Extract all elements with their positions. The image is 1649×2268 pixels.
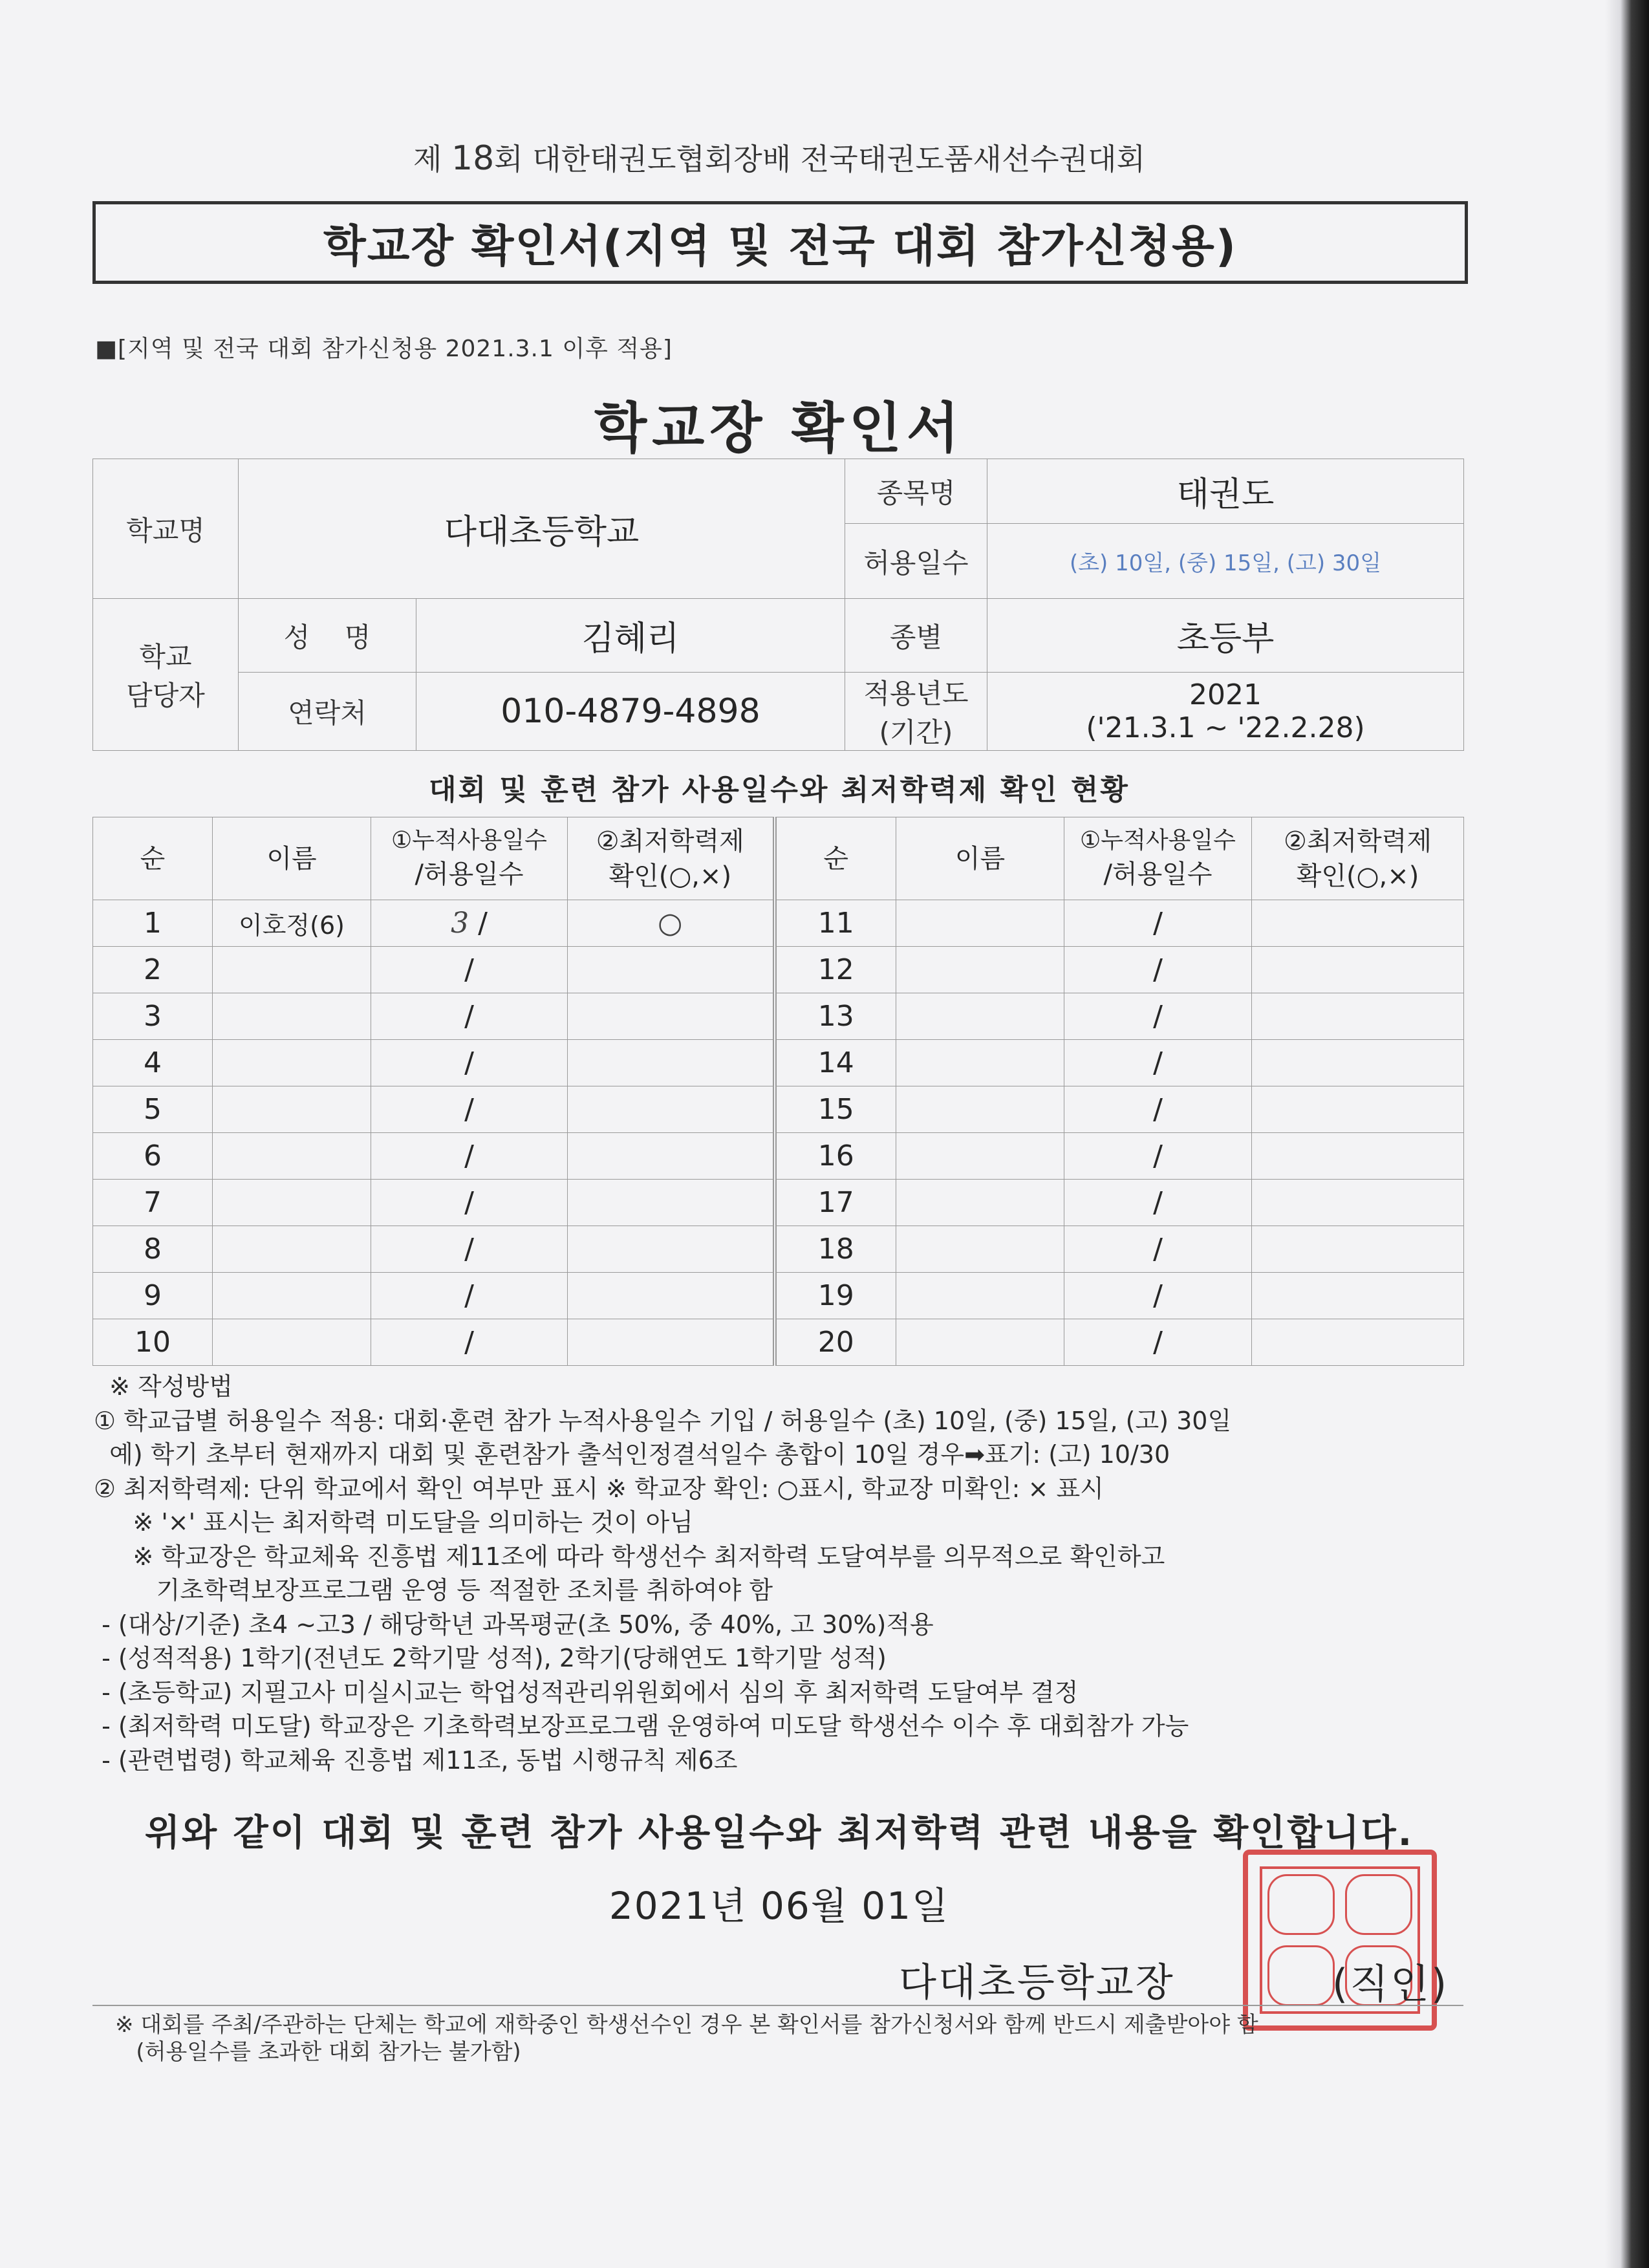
table-row — [93, 1133, 1464, 1180]
confirmation-statement: 위와 같이 대회 및 훈련 참가 사용일수와 최저학력 관련 내용을 확인합니다. — [144, 1812, 1414, 1854]
year-label-2: (기간) — [879, 717, 953, 748]
year-label — [845, 673, 987, 751]
row-number: 8 — [93, 1226, 213, 1273]
instruction-line: ① 학교급별 허용일수 적용: 대회·훈련 참가 누적사용일수 기입 / 허용일수 (초) 10일, (중) 15일, (고) 30일 — [94, 1406, 1232, 1435]
school-label: 학교명 — [93, 459, 239, 599]
row-number: 2 — [93, 947, 213, 993]
days-slash: / — [1064, 1226, 1252, 1273]
header-check-1: ②최저학력제 — [596, 826, 744, 856]
header-check-2: 확인(○,×) — [609, 861, 732, 891]
header-days-right — [1064, 817, 1252, 900]
check-mark: ○ — [568, 900, 775, 947]
row-number: 5 — [93, 1086, 213, 1133]
student-name — [213, 993, 371, 1040]
student-name — [896, 1040, 1064, 1086]
header-name-right: 이름 — [896, 817, 1064, 900]
name-value: 김혜리 — [416, 599, 845, 673]
table-row — [93, 1319, 1464, 1366]
school-value: 다대초등학교 — [239, 459, 845, 599]
student-name — [213, 1319, 371, 1366]
form-note: ■[지역 및 전국 대회 참가신청용 2021.3.1 이후 적용] — [95, 336, 673, 362]
row-number: 16 — [775, 1133, 896, 1180]
instruction-line: - (관련법령) 학교체육 진흥법 제11조, 동법 시행규칙 제6조 — [94, 1745, 738, 1775]
student-name — [213, 1086, 371, 1133]
header-check-right — [1252, 817, 1464, 900]
check-mark — [1252, 1226, 1464, 1273]
phone-label: 연락처 — [239, 673, 416, 751]
instruction-line: 예) 학기 초부터 현재까지 대회 및 훈련참가 출석인정결석일수 총합이 10일 경우➡표기: (고) 10/30 — [94, 1440, 1170, 1469]
event-value: 태권도 — [987, 459, 1464, 524]
event-title — [0, 136, 1558, 178]
table-row — [93, 1273, 1464, 1319]
header-order-right: 순 — [775, 817, 896, 900]
row-number: 3 — [93, 993, 213, 1040]
days-slash: / — [371, 993, 568, 1040]
table-row — [93, 1086, 1464, 1133]
days-slash: / — [371, 1086, 568, 1133]
days-slash: / — [371, 947, 568, 993]
contact-person-label-1: 학교 — [139, 641, 192, 673]
instruction-line: ② 최저학력제: 단위 학교에서 확인 여부만 표시 ※ 학교장 확인: ○표시, 학교장 미확인: × 표시 — [94, 1474, 1104, 1503]
student-name — [896, 900, 1064, 947]
event-label: 종목명 — [845, 459, 987, 524]
event-title-prefix: 제 — [413, 142, 442, 177]
check-mark — [1252, 1180, 1464, 1226]
row-number: 12 — [775, 947, 896, 993]
row-number: 14 — [775, 1040, 896, 1086]
seal-label: (직인) — [1332, 1960, 1449, 2007]
days-slash: / — [1064, 1133, 1252, 1180]
category-value: 초등부 — [987, 599, 1464, 673]
instructions — [94, 1370, 1478, 1777]
table-row — [93, 947, 1464, 993]
seal-glyph — [1345, 1874, 1412, 1935]
header-days-right-2: /허용일수 — [1103, 859, 1212, 889]
days-slash: / — [1064, 900, 1252, 947]
days-slash: / — [1064, 1273, 1252, 1319]
footer-divider — [92, 2005, 1463, 2006]
allowed-label: 허용일수 — [845, 524, 987, 599]
year-value-1: 2021 — [1189, 678, 1262, 711]
check-mark — [1252, 1273, 1464, 1319]
student-name — [213, 947, 371, 993]
days-slash: / — [371, 1040, 568, 1086]
student-name — [213, 1040, 371, 1086]
student-name — [213, 1273, 371, 1319]
check-mark — [1252, 1133, 1464, 1180]
header-days-right-1: ①누적사용일수 — [1080, 827, 1236, 854]
days-slash: / — [1064, 1180, 1252, 1226]
status-header-row — [93, 817, 1464, 900]
phone-value: 010-4879-4898 — [416, 673, 845, 751]
student-name — [896, 1086, 1064, 1133]
year-value-2: ('21.3.1 ~ '22.2.28) — [1086, 711, 1365, 744]
issue-date: 2021년 06월 01일 — [609, 1884, 950, 1928]
student-name — [896, 1226, 1064, 1273]
box-title-text: 학교장 확인서(지역 및 전국 대회 참가신청용) — [323, 221, 1237, 272]
instruction-line: - (성적적용) 1학기(전년도 2학기말 성적), 2학기(당해연도 1학기말 성적) — [94, 1644, 887, 1672]
instruction-line: - (대상/기준) 초4 ~고3 / 해당학년 과목평균(초 50%, 중 40%, 고 30%)적용 — [94, 1610, 934, 1639]
days-slash: / — [1064, 1040, 1252, 1086]
table-row — [93, 993, 1464, 1040]
info-table — [92, 459, 1464, 751]
check-mark — [568, 947, 775, 993]
instruction-line: - (초등학교) 지필고사 미실시교는 학업성적관리위원회에서 심의 후 최저학력 도달여부 결정 — [94, 1678, 1079, 1707]
days-slash: / — [1064, 1086, 1252, 1133]
instruction-line: ※ '×' 표시는 최저학력 미도달을 의미하는 것이 아님 — [94, 1508, 693, 1537]
row-number: 6 — [93, 1133, 213, 1180]
student-name — [896, 947, 1064, 993]
row-number: 19 — [775, 1273, 896, 1319]
days-cell — [371, 900, 568, 947]
year-label-1: 적용년도 — [863, 678, 969, 709]
header-days — [371, 817, 568, 900]
status-title: 대회 및 훈련 참가 사용일수와 최저학력제 확인 현황 — [429, 773, 1130, 806]
check-mark — [1252, 947, 1464, 993]
row-number: 9 — [93, 1273, 213, 1319]
row-number: 15 — [775, 1086, 896, 1133]
table-row — [93, 900, 1464, 947]
used-days: 3 — [451, 907, 469, 940]
student-name — [896, 993, 1064, 1040]
row-number: 20 — [775, 1319, 896, 1366]
row-number: 1 — [93, 900, 213, 947]
row-number: 10 — [93, 1319, 213, 1366]
days-slash: / — [1064, 993, 1252, 1040]
days-slash: / — [371, 1133, 568, 1180]
student-name — [896, 1133, 1064, 1180]
check-mark — [1252, 1040, 1464, 1086]
footer-line: (허용일수를 초과한 대회 참가는 불가함) — [115, 2039, 521, 2065]
check-mark — [568, 1133, 775, 1180]
header-check-right-1: ②최저학력제 — [1283, 826, 1432, 856]
row-number: 7 — [93, 1180, 213, 1226]
days-slash: / — [1064, 1319, 1252, 1366]
row-number: 17 — [775, 1180, 896, 1226]
row-number: 11 — [775, 900, 896, 947]
instruction-line: 기초학력보장프로그램 운영 등 적절한 조치를 취하여야 함 — [94, 1576, 773, 1604]
event-title-number: 18 — [451, 139, 495, 178]
table-row — [93, 1040, 1464, 1086]
days-slash: / — [371, 1273, 568, 1319]
seal-glyph — [1267, 1945, 1335, 2006]
header-days-1: ①누적사용일수 — [391, 827, 547, 854]
check-mark — [568, 993, 775, 1040]
principal-name: 다대초등학교장 — [899, 1960, 1175, 2005]
check-mark — [568, 1273, 775, 1319]
header-check-right-2: 확인(○,×) — [1296, 861, 1419, 891]
instruction-line: - (최저학력 미도달) 학교장은 기초학력보장프로그램 운영하여 미도달 학생선수 이수 후 대회참가 가능 — [94, 1712, 1189, 1740]
check-mark — [1252, 900, 1464, 947]
days-slash: / — [371, 1319, 568, 1366]
student-name — [213, 1133, 371, 1180]
allowed-value: (초) 10일, (중) 15일, (고) 30일 — [987, 524, 1464, 599]
student-name — [213, 1180, 371, 1226]
days-slash: / — [371, 1226, 568, 1273]
year-value — [987, 673, 1464, 751]
table-row — [93, 1226, 1464, 1273]
student-name: 이호정(6) — [213, 900, 371, 947]
seal-glyph — [1267, 1874, 1335, 1935]
category-label: 종별 — [845, 599, 987, 673]
form-title: 학교장 확인서 — [594, 396, 965, 460]
box-title — [92, 201, 1468, 284]
table-row — [93, 1180, 1464, 1226]
days-slash: / — [371, 1180, 568, 1226]
check-mark — [568, 1180, 775, 1226]
scanner-edge — [1605, 0, 1649, 2268]
check-mark — [568, 1040, 775, 1086]
row-number: 18 — [775, 1226, 896, 1273]
check-mark — [1252, 993, 1464, 1040]
student-name — [213, 1226, 371, 1273]
contact-person-label — [93, 599, 239, 751]
check-mark — [568, 1226, 775, 1273]
header-order: 순 — [93, 817, 213, 900]
row-number: 4 — [93, 1040, 213, 1086]
check-mark — [1252, 1319, 1464, 1366]
check-mark — [568, 1319, 775, 1366]
event-title-rest: 회 대한태권도협회장배 전국태권도품새선수권대회 — [494, 142, 1146, 177]
footer-note — [115, 2011, 1258, 2066]
student-name — [896, 1180, 1064, 1226]
student-name — [896, 1319, 1064, 1366]
student-name — [896, 1273, 1064, 1319]
header-days-2: /허용일수 — [415, 859, 524, 889]
footer-line: ※ 대회를 주최/주관하는 단체는 학교에 재학중인 학생선수인 경우 본 확인서를 참가신청서와 함께 반드시 제출받아야 함 — [115, 2012, 1258, 2038]
contact-person-label-2: 담당자 — [126, 680, 205, 711]
row-number: 13 — [775, 993, 896, 1040]
days-slash: / — [1064, 947, 1252, 993]
name-label: 성 명 — [239, 599, 416, 673]
header-check — [568, 817, 775, 900]
status-table — [92, 817, 1464, 1366]
instruction-line: ※ 작성방법 — [94, 1372, 233, 1401]
check-mark — [568, 1086, 775, 1133]
check-mark — [1252, 1086, 1464, 1133]
days-slash: / — [478, 907, 488, 940]
instruction-line: ※ 학교장은 학교체육 진흥법 제11조에 따라 학생선수 최저학력 도달여부를 의무적으로 확인하고 — [94, 1542, 1165, 1571]
header-name: 이름 — [213, 817, 371, 900]
